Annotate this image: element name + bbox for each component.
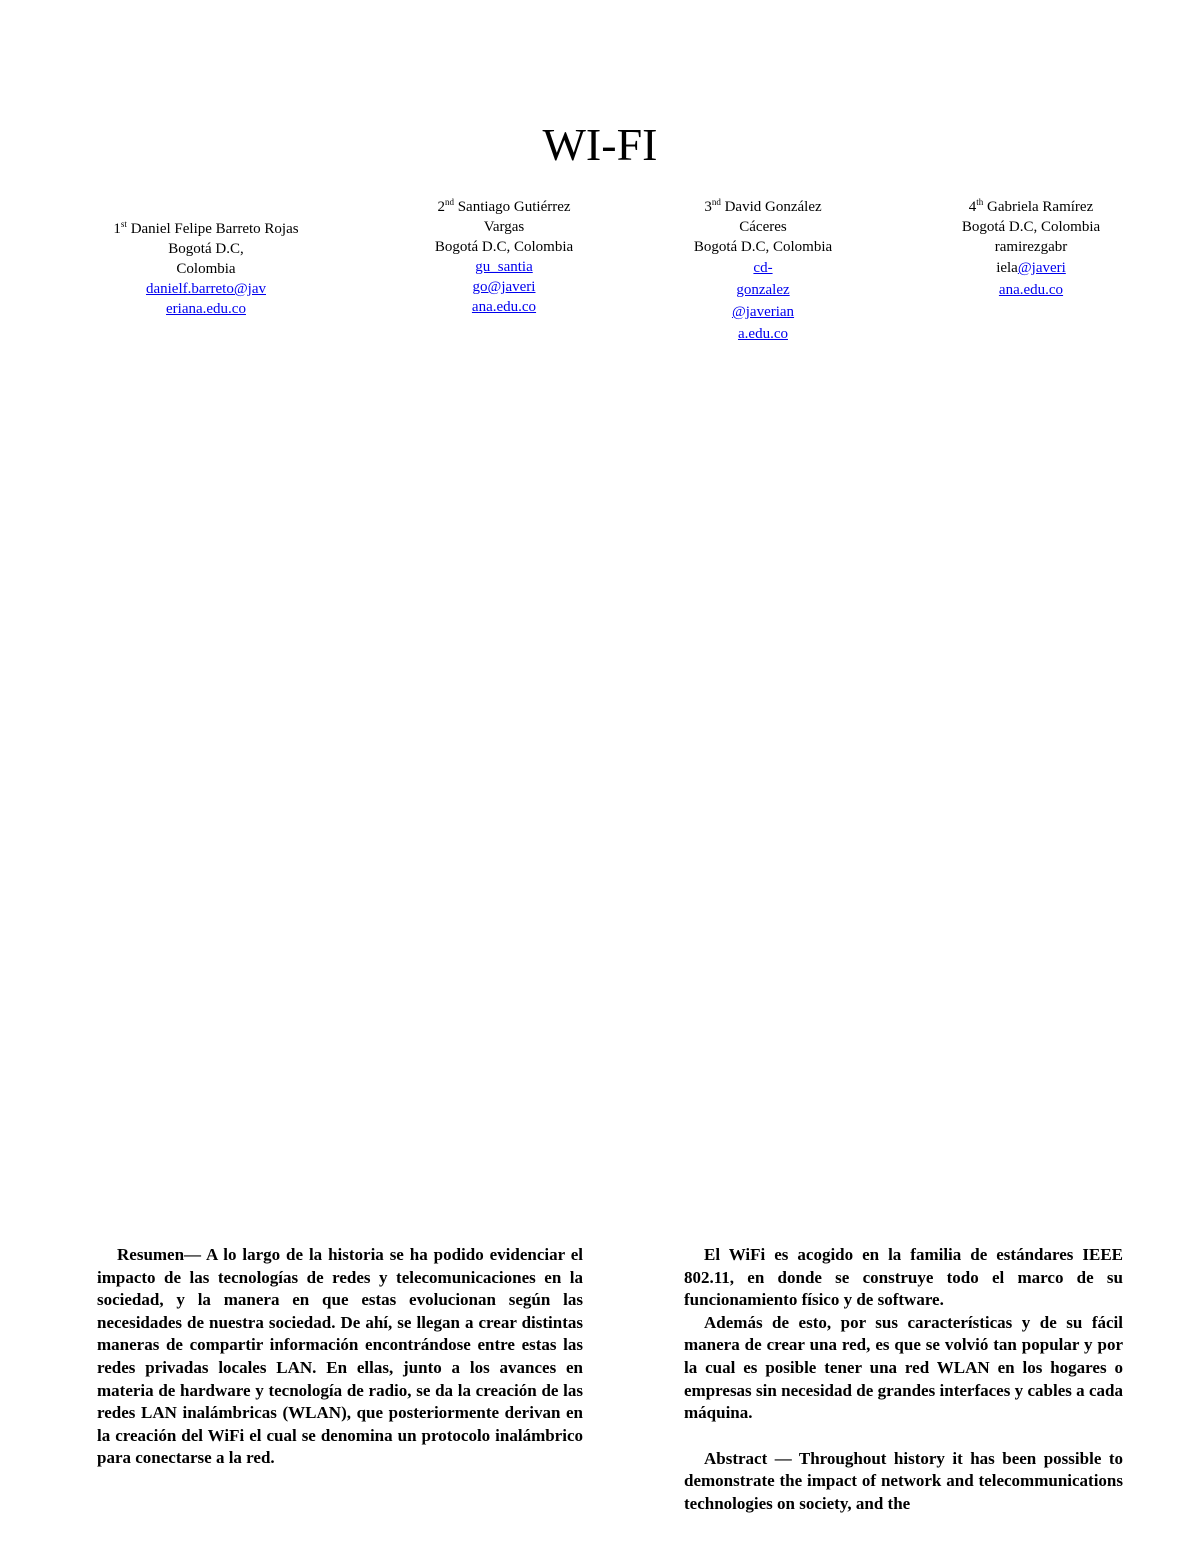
author-email-link[interactable]: @javeri [1017, 260, 1066, 276]
author-block-3 [648, 197, 878, 345]
author-affiliation: Bogotá D.C, Colombia [961, 219, 1101, 235]
author-email-link[interactable]: cd- [753, 260, 773, 276]
author-email-link[interactable]: ana.edu.co [998, 282, 1064, 298]
author-ordinal: 4 [968, 199, 977, 215]
author-name-line [91, 219, 321, 239]
author-email-link[interactable]: gu_santia [475, 259, 533, 275]
author-name-cont: Cáceres [739, 219, 787, 235]
abstract-paragraph: Abstract — Throughout history it has been possible to demonstrate the impact of network and telecommunications technologies on society, and the [684, 1448, 1123, 1513]
author-email-link[interactable]: ana.edu.co [471, 299, 537, 315]
author-name-line [648, 197, 878, 217]
author-name: Gabriela Ramírez [987, 199, 1094, 215]
author-ordinal: 2 [437, 199, 445, 215]
right-column [684, 1244, 1123, 1516]
author-affiliation: Bogotá D.C, Colombia [693, 239, 833, 255]
author-email-link[interactable]: a.edu.co [738, 326, 788, 342]
author-ordinal-suffix: nd [711, 197, 721, 207]
author-email-link[interactable]: go@javeri [472, 279, 536, 295]
paper-title: WI-FI [542, 119, 658, 170]
author-ordinal: 3 [704, 199, 712, 215]
author-email-link[interactable]: eriana.edu.co [166, 301, 246, 317]
author-name: David González [724, 199, 822, 215]
author-ordinal-suffix: nd [444, 197, 454, 207]
resumen-paragraph: Resumen— A lo largo de la historia se ha podido evidenciar el impacto de las tecnologías de redes y telecomunicaciones en la sociedad, y la manera en que estas evolucionan según las necesidades de nuestra sociedad. De ahí, se llegan a crear distintas maneras de compartir información encontrándose entre estas las redes privadas locales LAN. En ellas, junto a los avances en materia de hardware y tecnología de radio, se da la creación de las redes LAN inalámbricas (WLAN), que posteriormente derivan en la creación del WiFi el cual se denomina un protocolo inalámbrico para conectarse a la red. [97, 1245, 583, 1468]
author-block-2 [389, 197, 619, 317]
author-email-link[interactable]: gonzalez [736, 282, 790, 298]
author-affiliation: Colombia [176, 261, 236, 277]
body-paragraph: Además de esto, por sus características y de su fácil manera de crear una red, es que se volvió tan popular y por la cual es posible tener una red WLAN en los hogares o empresas sin necesidad de grandes interfaces y cables a cada máquina. [684, 1312, 1123, 1423]
author-email-link[interactable]: danielf.barreto@jav [145, 281, 266, 297]
author-name: Daniel Felipe Barreto Rojas [130, 221, 299, 237]
author-email-link[interactable]: @javerian [731, 304, 795, 320]
author-email-text: iela [996, 260, 1018, 276]
author-affiliation: Bogotá D.C, [168, 241, 244, 257]
author-block-4 [916, 197, 1146, 301]
author-name-line [389, 197, 619, 217]
author-ordinal-suffix: th [976, 197, 984, 207]
body-paragraph: El WiFi es acogido en la familia de estándares IEEE 802.11, en donde se construye todo el marco de su funcionamiento físico y de software. [684, 1245, 1123, 1310]
author-name-line [916, 197, 1146, 217]
author-ordinal-suffix: st [120, 219, 127, 229]
author-affiliation: Bogotá D.C, Colombia [434, 239, 574, 255]
author-ordinal: 1 [113, 221, 121, 237]
author-name-cont: Vargas [483, 219, 525, 235]
author-block-1 [91, 219, 321, 319]
left-column [97, 1244, 583, 1470]
author-email-text: ramirezgabr [994, 239, 1068, 255]
author-name: Santiago Gutiérrez [457, 199, 571, 215]
